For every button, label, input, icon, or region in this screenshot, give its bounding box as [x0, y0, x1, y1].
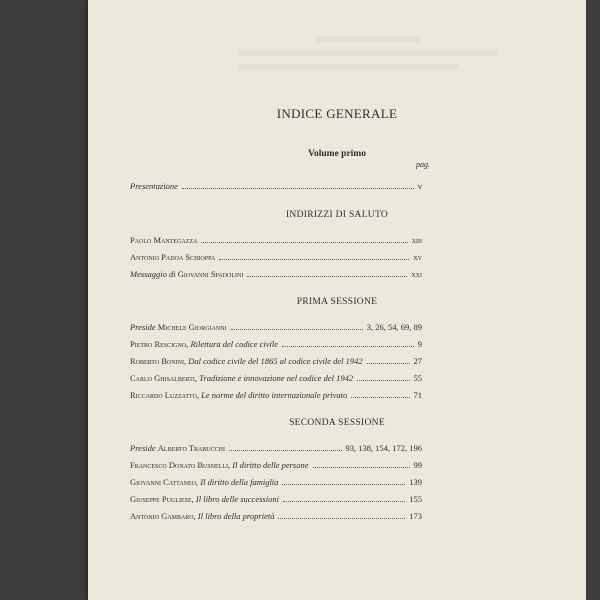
dot-leader [182, 188, 414, 189]
page-title: INDICE GENERALE [276, 106, 398, 121]
entry-author: Giovanni Spadolini [177, 269, 244, 279]
page-column-label: pag. [416, 160, 430, 169]
toc-entry [130, 511, 422, 523]
entry-page: 3, 26, 54, 69, 89 [366, 322, 422, 332]
entry-text [130, 339, 278, 349]
entry-page: 93, 138, 154, 172, 196 [345, 443, 422, 453]
entry-author: Francesco Donato Busnelli, [130, 460, 231, 470]
entry-author: Giovanni Cattaneo, [130, 477, 199, 487]
dot-leader [313, 467, 410, 468]
entry-author: Paolo Mantegazza [130, 235, 198, 245]
dot-leader [201, 242, 407, 243]
toc-entry [130, 373, 422, 385]
dot-leader [219, 259, 409, 260]
entry-page: xv [413, 252, 422, 262]
entry-page: 173 [409, 511, 422, 521]
entry-prefix: Messaggio di [130, 269, 176, 279]
entry-page: 155 [409, 494, 422, 504]
entry-author: Roberto Bonini, [130, 356, 187, 366]
entry-text [130, 269, 243, 279]
entry-title: Presentazione [130, 181, 178, 191]
entry-author: Giuseppe Pugliese, [130, 494, 194, 504]
toc-entry [130, 356, 422, 368]
dot-leader [282, 484, 405, 485]
dot-leader [278, 518, 405, 519]
dot-leader [231, 329, 363, 330]
entry-work: Tradizione e innovazione nel codice del 1942 [199, 373, 354, 383]
entry-text [130, 390, 347, 400]
entry-author: Carlo Ghisalberti, [130, 373, 198, 383]
entry-page: 55 [413, 373, 422, 383]
entry-work: Dal codice civile del 1865 al codice civile del 1942 [188, 356, 363, 366]
volume-heading: Volume primo [308, 149, 366, 159]
entry-page: v [417, 181, 422, 191]
entry-author: Michele Giorgianni [157, 322, 227, 332]
entry-work: Il diritto della famiglia [200, 477, 279, 487]
book-page [88, 0, 586, 600]
entry-text [130, 356, 363, 366]
dot-leader [351, 397, 409, 398]
toc-entry [130, 494, 422, 506]
entry-text [130, 494, 279, 504]
entry-author: Antonio Padoa Schioppa [130, 252, 216, 262]
entry-text [130, 477, 278, 487]
entry-page: 27 [413, 356, 422, 366]
toc-entry [130, 235, 422, 247]
entry-page: 99 [413, 460, 422, 470]
entry-author: Pietro Rescigno, [130, 339, 189, 349]
dot-leader [247, 276, 407, 277]
entry-page: xxi [411, 269, 422, 279]
section-heading-prima: PRIMA SESSIONE [296, 297, 378, 307]
toc-entry [130, 390, 422, 402]
section-heading-saluto: INDIRIZZI DI SALUTO [285, 210, 389, 220]
entry-work: Rilettura del codice civile [190, 339, 278, 349]
entry-work: Le norme del diritto internazionale privato [201, 390, 348, 400]
toc-entry [130, 460, 422, 472]
dot-leader [357, 380, 409, 381]
entry-text [130, 511, 274, 521]
entry-work: Il diritto delle persone [232, 460, 309, 470]
entry-page: 139 [409, 477, 422, 487]
entry-text [130, 373, 353, 383]
entry-prefix: Preside [130, 443, 156, 453]
toc-entry [130, 443, 422, 455]
dot-leader [283, 501, 405, 502]
entry-author: Antonio Gambaro, [130, 511, 196, 521]
bleed-through-text [238, 36, 498, 86]
toc-entry [130, 269, 422, 281]
toc-entry-presentazione [130, 181, 422, 193]
entry-author: Alberto Trabucchi [157, 443, 225, 453]
toc-entry [130, 252, 422, 264]
entry-text [130, 443, 225, 453]
entry-author: Riccardo Luzzatto, [130, 390, 200, 400]
dot-leader [229, 450, 342, 451]
toc-entry [130, 477, 422, 489]
toc-entry [130, 322, 422, 334]
entry-page: 9 [417, 339, 422, 349]
entry-page: 71 [413, 390, 422, 400]
section-heading-seconda: SECONDA SESSIONE [289, 418, 385, 428]
dot-leader [367, 363, 410, 364]
entry-text [130, 460, 309, 470]
toc-entry [130, 339, 422, 351]
entry-text [130, 322, 227, 332]
entry-prefix: Preside [130, 322, 156, 332]
entry-work: Il libro delle successioni [195, 494, 279, 504]
entry-work: Il libro della proprietà [197, 511, 275, 521]
dot-leader [282, 346, 414, 347]
entry-page: xiii [411, 235, 422, 245]
